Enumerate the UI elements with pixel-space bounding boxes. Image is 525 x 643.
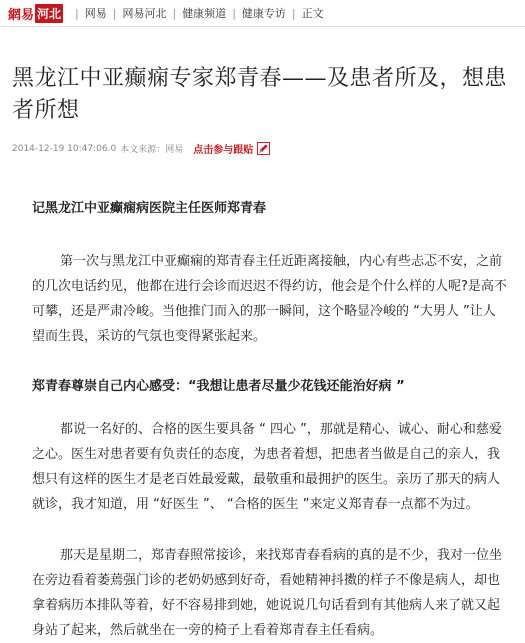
join-comments-link[interactable]: 点击参与跟贴 (193, 145, 254, 156)
article-paragraph: 那天是星期二，郑青春照常接诊，来找郑青春看病的真的是不少，我对一位坐在旁边看着萎蔫强门诊的老奶奶感到好奇，看她精神抖擞的样子不像是病人，却也拿着病历本排队等着，好不容易排到她，她说说几句话看到有其他病人来了就又起身站了起来，然后就坐在一旁的椅子上看着郑青春主任看病。 (32, 548, 503, 638)
article-paragraph: 第一次与黑龙江中亚癫痫的郑青春主任近距离接触，内心有些忐忑不安，之前的几次电话约见，他都在进行会诊而迟迟不得约访，他会是个什么样的人呢?是高不可攀，还是严肃冷峻。当他推门而入的那一瞬间，这个略显冷峻的 “大男人 ”让人望而生畏，采访的气氛也变得紧张起来。 (32, 254, 507, 344)
logo-brand-text: 網易 (8, 7, 35, 23)
article-timestamp: 2014-12-19 10:47:06.0 (12, 143, 117, 154)
breadcrumb-separator: | (291, 6, 296, 20)
article-subheading: 记黑龙江中亚癫痫病医院主任医师郑青春 (32, 201, 267, 216)
article-meta (12, 141, 513, 156)
breadcrumb-health-interview[interactable]: 健康专访 (241, 7, 286, 20)
breadcrumb-health-channel[interactable]: 健康频道 (182, 7, 227, 20)
pencil-edit-icon[interactable] (257, 142, 270, 155)
breadcrumb-separator: | (112, 6, 117, 20)
article-body (32, 196, 507, 643)
breadcrumb-netease-hebei[interactable]: 网易河北 (122, 7, 167, 20)
article-paragraph: 都说一名好的、合格的医生要具备 “ 四心 ”，那就是精心、诚心、耐心和慈爱之心。医生对患者要有负责任的态度，为患者着想，把患者当做是自己的亲人，我想只有这样的医生才是老百姓最爱戴，最敬重和最拥护的医生。亲历了那天的病人就诊，我才知道，用 “好医生 ”、 “合格的医生 ”来定义郑青春一点都不为过。 (32, 422, 502, 512)
breadcrumb-separator: | (75, 6, 79, 20)
article-title: 黑龙江中亚癫痫专家郑青春——及患者所及，想患者所想 (12, 66, 508, 123)
netease-hebei-logo[interactable] (8, 4, 63, 23)
breadcrumb-netease[interactable]: 网易 (84, 7, 107, 20)
article-subheading: 郑青春尊崇自己内心感受：“我想让患者尽量少花钱还能治好病 ” (32, 379, 405, 394)
article-source: 本文来源：网易 (120, 145, 184, 155)
top-navigation-bar (0, 0, 525, 27)
logo-region-text: 河北 (35, 4, 63, 23)
breadcrumb-separator: | (232, 6, 236, 20)
breadcrumb-separator: | (172, 6, 177, 20)
breadcrumb-current: 正文 (301, 7, 324, 20)
